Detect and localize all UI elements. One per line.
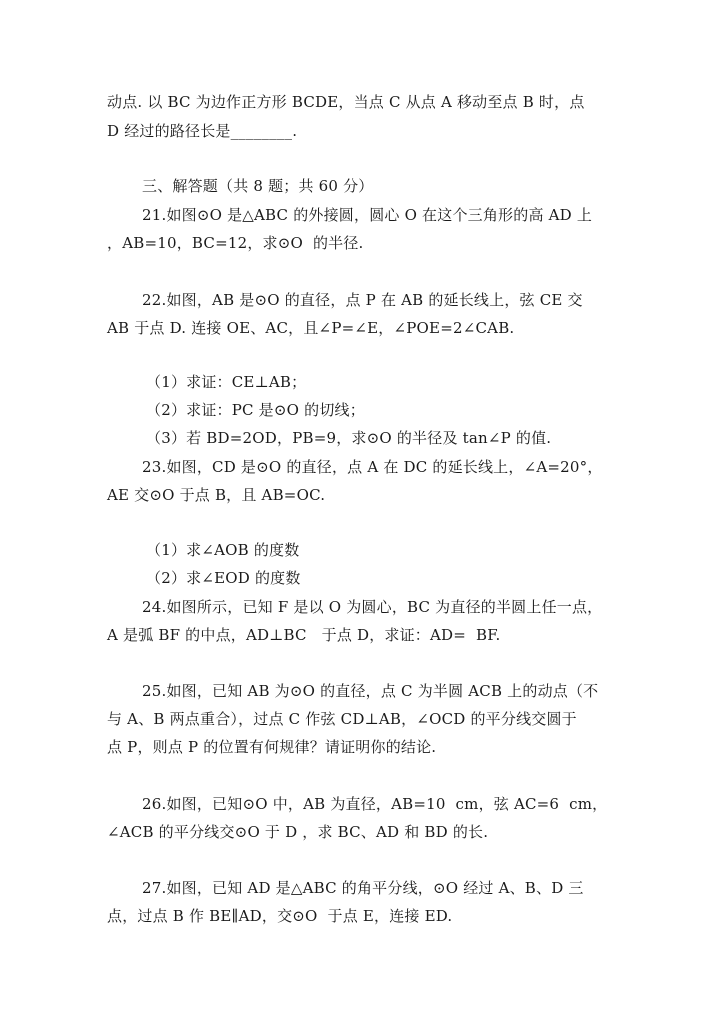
question-23-part: （1）求∠AOB 的度数	[146, 541, 300, 559]
question-25-line: 与 A、B 两点重合），过点 C 作弦 CD⊥AB，∠OCD 的平分线交圆于	[107, 710, 577, 728]
question-27-line: 27.如图，已知 AD 是△ABC 的角平分线，⊙O 经过 A、B、D 三	[142, 879, 584, 897]
question-25-line: 点 P，则点 P 的位置有何规律？请证明你的结论.	[107, 738, 437, 756]
question-26-line: 26.如图，已知⊙O 中，AB 为直径，AB=10 cm，弦 AC=6 cm，	[142, 795, 608, 813]
question-22-line: AB 于点 D. 连接 OE、AC，且∠P=∠E，∠POE=2∠CAB.	[107, 319, 515, 337]
question-23-line: 23.如图，CD 是⊙O 的直径，点 A 在 DC 的延长线上，∠A=20°，	[142, 458, 603, 476]
question-24-line: 24.如图所示，已知 F 是以 O 为圆心，BC 为直径的半圆上任一点，	[142, 598, 603, 616]
question-23-line: AE 交⊙O 于点 B，且 AB=OC.	[107, 486, 326, 504]
text-line: 动点. 以 BC 为边作正方形 BCDE，当点 C 从点 A 移动至点 B 时，点	[107, 93, 585, 111]
text-line: D 经过的路径长是________.	[107, 122, 298, 140]
question-21-line: ，AB=10，BC=12，求⊙O 的半径.	[107, 234, 364, 252]
question-21-line: 21.如图⊙O 是△ABC 的外接圆，圆心 O 在这个三角形的高 AD 上	[142, 206, 593, 224]
question-22-part: （3）若 BD=2OD，PB=9，求⊙O 的半径及 tan∠P 的值.	[146, 429, 552, 447]
section-heading: 三、解答题（共 8 题；共 60 分）	[142, 177, 374, 195]
question-24-line: A 是弧 BF 的中点，AD⊥BC 于点 D，求证：AD= BF.	[107, 626, 501, 644]
question-23-part: （2）求∠EOD 的度数	[146, 569, 301, 587]
question-26-line: ∠ACB 的平分线交⊙O 于 D ，求 BC、AD 和 BD 的长.	[107, 823, 489, 841]
question-22-line: 22.如图，AB 是⊙O 的直径，点 P 在 AB 的延长线上，弦 CE 交	[142, 291, 583, 309]
question-22-part: （1）求证：CE⊥AB；	[146, 373, 307, 391]
question-27-line: 点，过点 B 作 BE∥AD，交⊙O 于点 E，连接 ED.	[107, 907, 453, 925]
question-22-part: （2）求证：PC 是⊙O 的切线；	[146, 401, 365, 419]
question-25-line: 25.如图，已知 AB 为⊙O 的直径，点 C 为半圆 ACB 上的动点（不	[142, 682, 599, 700]
